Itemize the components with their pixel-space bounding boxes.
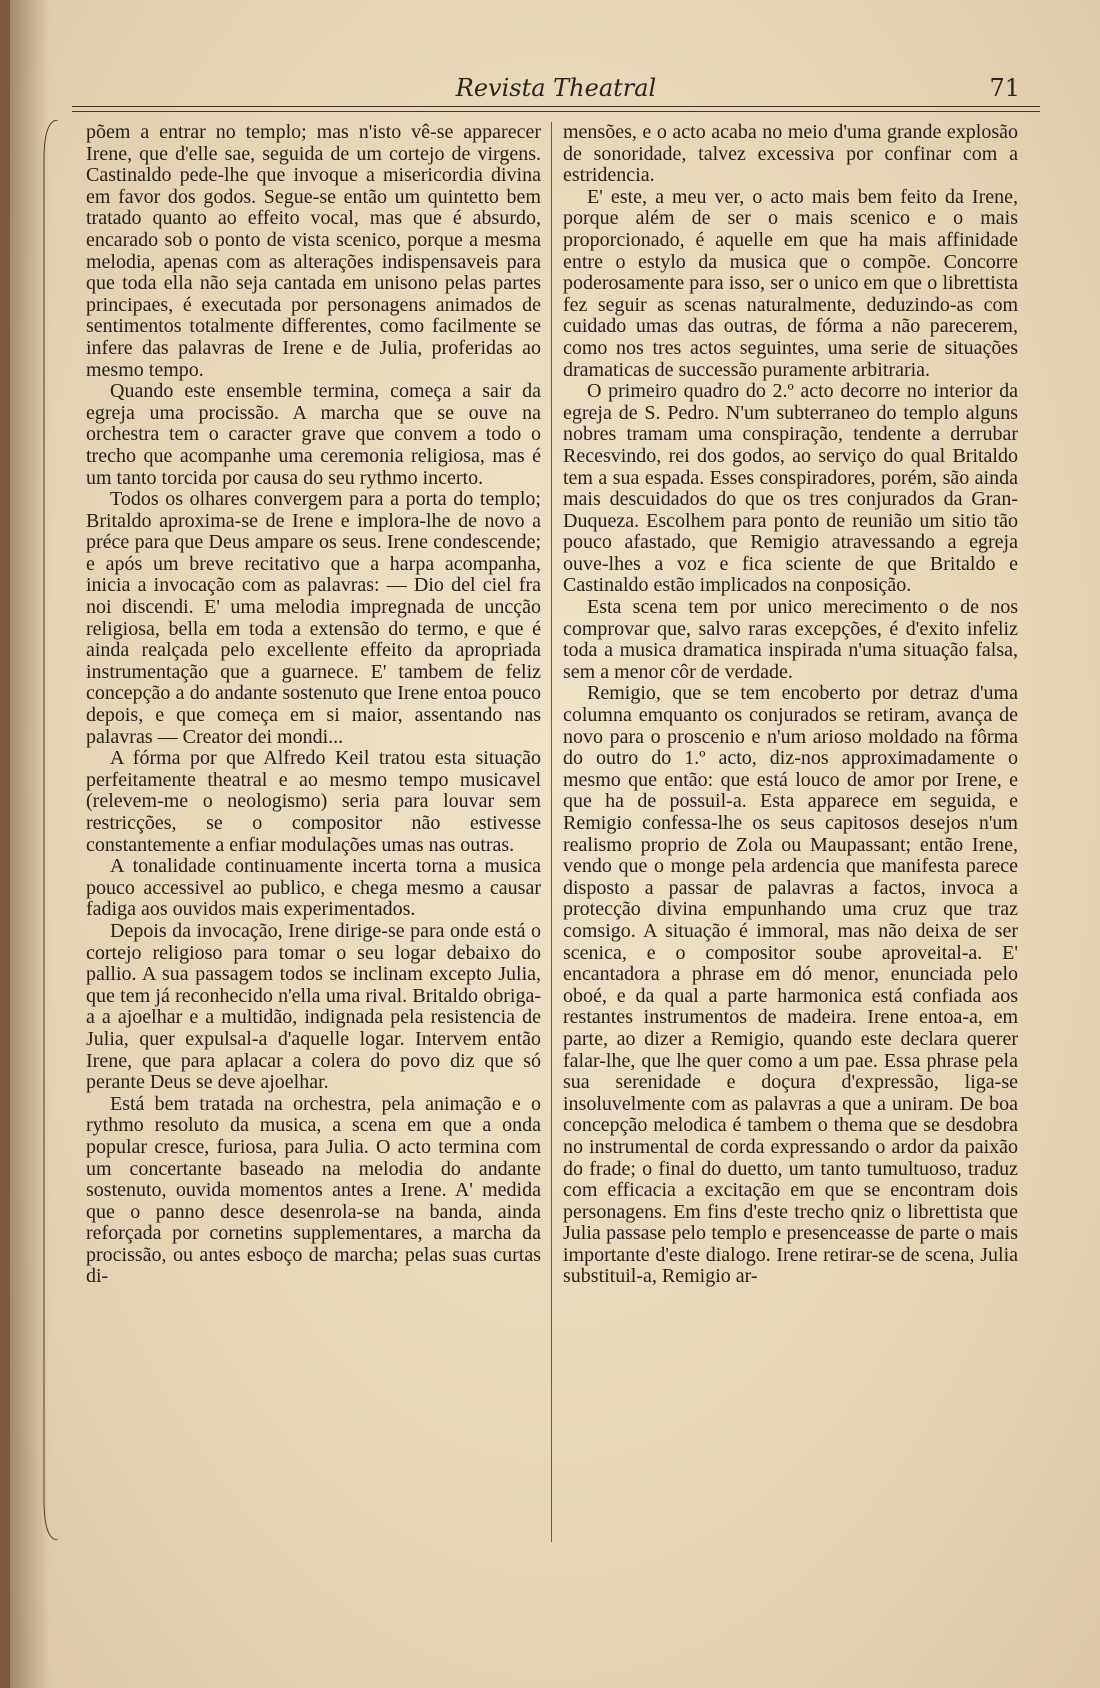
paragraph: O primeiro quadro do 2.º acto decorre no interior da egreja de S. Pedro. N'um subterraneo do templo alguns nobres tramam uma conspiração, tendente a derrubar Recesvindo, rei dos godos, ao serviço do qual Britaldo tem a sua espada. Esses conspiradores, porém, são ainda mais descuidados do que os tres conjurados da Gran-Duqueza. Escolhem para ponto de reunião um sitio tão pouco afastado, que Remigio atravessando a egreja ouve-lhes a voz e fica sciente de que Britaldo e Castinaldo estão implicados na conposição. <box>563 380 1018 597</box>
binding-bracket <box>40 120 60 1540</box>
page <box>10 0 1100 1688</box>
paragraph: Depois da invocação, Irene dirige-se para onde está o cortejo religioso para tomar o seu logar debaixo do pallio. A sua passagem todos se inclinam excepto Julia, que tem já reconhecido n'ella uma rival. Britaldo obriga-a a ajoelhar e a multidão, indignada pela resistencia de Julia, quer expulsal-a d'aquelle logar. Intervem então Irene, que para aplacar a colera do povo diz que só perante Deus se deve ajoelhar. <box>86 919 541 1094</box>
page-number: 71 <box>989 74 1020 102</box>
paragraph: Esta scena tem por unico merecimento o de nos comprovar que, salvo raras excepções, é d'exito infeliz toda a musica dramatica inspirada n'uma situação falsa, sem a menor côr de verdade. <box>563 596 1018 683</box>
right-column <box>563 122 1018 1288</box>
paragraph: Quando este ensemble termina, começa a sair da egreja uma procissão. A marcha que se ouve na orchestra tem o caracter grave que convem a todo o trecho que acompanhe uma ceremonia religiosa, mas é um tanto torcida por causa do seu rythmo incerto. <box>86 380 541 489</box>
journal-title: Revista Theatral <box>455 74 657 102</box>
column-divider <box>551 122 552 1542</box>
paragraph: Todos os olhares convergem para a porta do templo; Britaldo aproxima-se de Irene e implora-lhe de novo a préce para que Deus ampare os seus. Irene condescende; e após um breve recitativo que a harpa acompanha, inicia a invocação com as palavras: — Dio del ciel fra noi discendi. E' uma melodia impregnada de uncção religiosa, bella em toda a extensão do termo, e que é ainda realçada pelo excellente effeito da apropriada instrumentação que a guarnece. E' tambem de feliz concepção a do andante sostenuto que Irene entoa pouco depois, e que começa em si maior, assentando nas palavras — Creator dei mondi... <box>86 488 541 748</box>
paragraph: Remigio, que se tem encoberto por detraz d'uma columna emquanto os conjurados se retiram, avança de novo para o proscenio e n'um arioso moldado na fôrma do outro do 1.º acto, diz-nos approximadamente o mesmo que então: que está louco de amor por Irene, e que ha de possuil-a. Esta apparece em seguida, e Remigio confessa-lhe os seus capitosos desejos n'um realismo proprio de Zola ou Maupassant; então Irene, vendo que o monge pela ardencia que manifesta parece disposto a passar de palavras a factos, invoca a protecção divina empunhando uma cruz que traz comsigo. A situação é immoral, mas não deixa de ser scenica, e o compositor soube aproveital-a. E' encantadora a phrase em dó menor, enunciada pelo oboé, e da qual a parte harmonica está confiada aos restantes instrumentos de madeira. Irene entoa-a, em parte, ao dizer a Remigio, quando este declara querer falar-lhe, que lhe quer como a um pae. Essa phrase pela sua serenidade e doçura d'expressão, liga-se insoluvelmente com as palavras a que a uniram. De boa concepção melodica é tambem o thema que se desdobra no instrumental de corda expressando o ardor da paixão do frade; o final do duetto, um tanto tumultuoso, traduz com efficacia a excitação em que se encontram dois personagens. Em fins d'este trecho qniz o librettista que Julia passase pelo templo e presenceasse de parte o mais importante d'este dialogo. Irene retirar-se de scena, Julia substituil-a, Remigio ar- <box>563 682 1018 1288</box>
paragraph: E' este, a meu ver, o acto mais bem feito da Irene, porque além de ser o mais scenico e o mais proporcionado, é aquelle em que ha mais affinidade entre o estylo da musica que o compõe. Concorre poderosamente para isso, ser o unico em que o librettista fez seguir as scenas naturalmente, deduzindo-as com cuidado umas das outras, de fórma a não parecerem, como nos tres actos seguintes, uma serie de situações dramaticas de successão puramente arbitraria. <box>563 185 1018 381</box>
header-rule <box>72 106 1040 112</box>
paragraph: A tonalidade continuamente incerta torna a musica pouco accessivel ao publico, e chega mesmo a causar fadiga aos ouvidos mais experimentados. <box>86 855 541 921</box>
paragraph: A fórma por que Alfredo Keil tratou esta situação perfeitamente theatral e ao mesmo tempo musicavel (relevem-me o neologismo) seria para louvar sem restricções, se o compositor não estivesse constantemente a enfiar modulações umas nas outras. <box>86 747 541 856</box>
paragraph: põem a entrar no templo; mas n'isto vê-se apparecer Irene, que d'elle sae, seguida de um cortejo de virgens. Castinaldo pede-lhe que invoque a misericordia divina em favor dos godos. Segue-se então um quintetto bem tratado quanto ao effeito vocal, mas que é absurdo, encarado sob o ponto de vista scenico, porque a mesma melodia, apenas com as alterações indispensaveis para que toda ella não seja cantada em unisono pelas partes principaes, é executada por personagens animados de sentimentos totalmente differentes, como facilmente se infere das palavras de Irene e de Julia, proferidas ao mesmo tempo. <box>86 121 541 381</box>
paragraph: mensões, e o acto acaba no meio d'uma grande explosão de sonoridade, talvez excessiva por confinar com a estridencia. <box>563 121 1018 187</box>
paragraph: Está bem tratada na orchestra, pela animação e o rythmo resoluto da musica, a scena em que a onda popular cresce, furiosa, para Julia. O acto termina com um concertante baseado na melodia do andante sostenuto, ouvida momentos antes a Irene. A' medida que o panno desce desenrola-se na banda, ainda reforçada por cornetins supplementares, a marcha da procissão, ou antes esboço de marcha; pelas suas curtas di- <box>86 1092 541 1288</box>
left-column <box>86 122 541 1288</box>
running-header <box>72 74 1040 102</box>
